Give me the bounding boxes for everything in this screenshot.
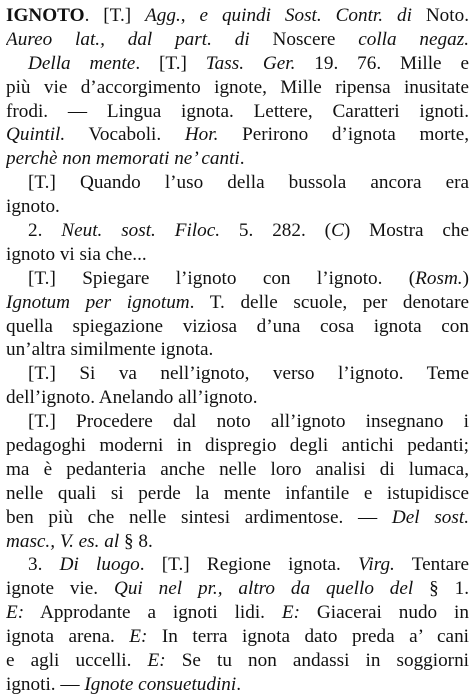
italic-text: Aureo lat., dal part. di xyxy=(6,28,250,50)
text-line xyxy=(6,123,469,147)
italic-text: Qui nel pr., altro da quello del xyxy=(113,578,414,600)
text-line xyxy=(6,338,469,362)
italic-text: colla negaz. xyxy=(358,28,469,50)
italic-text: masc., V. es. al xyxy=(6,530,120,552)
italic-text: Agg. xyxy=(145,5,181,26)
text-segment: Se tu non andassi in soggiorni xyxy=(165,650,469,672)
text-line xyxy=(6,553,469,577)
text-line xyxy=(6,100,469,124)
text-segment: ignoti. — xyxy=(6,673,85,695)
text-segment: [T.] Si va nell’ignoto, verso l’ignoto. Teme xyxy=(28,363,469,385)
text-line xyxy=(6,506,469,530)
text-line xyxy=(6,434,469,458)
italic-text: Rosm. xyxy=(415,267,463,289)
italic-text: Del sost. xyxy=(391,506,469,528)
text-segment: 5. 282. ( xyxy=(220,220,332,242)
text-segment: § 8. xyxy=(119,530,153,552)
text-line xyxy=(6,482,469,506)
text-line xyxy=(6,4,469,28)
text-line xyxy=(6,601,469,625)
italic-text: Di luogo xyxy=(59,554,140,576)
text-segment: ignote vie. xyxy=(6,578,114,600)
text-segment: [T.] Procedere dal noto all’ignoto insegnano i xyxy=(28,411,469,433)
italic-text: E: xyxy=(6,602,25,624)
text-segment: In terra ignota dato preda a’ cani xyxy=(147,626,469,648)
text-segment: . [T.] xyxy=(135,52,206,74)
text-line xyxy=(6,147,469,171)
text-line xyxy=(6,386,469,410)
text-line xyxy=(6,267,469,291)
text-segment: ) xyxy=(462,267,469,289)
text-segment: 2. xyxy=(28,220,62,242)
text-line xyxy=(6,243,469,267)
text-segment: un’altra similmente ignota. xyxy=(6,339,214,361)
text-line xyxy=(6,625,469,649)
text-line xyxy=(6,410,469,434)
text-line xyxy=(6,577,469,601)
text-segment: più vie d’accorgimento ignote, Mille ripensa inusitate xyxy=(6,76,469,98)
text-segment: [T.] Quando l’uso della bussola ancora era xyxy=(28,172,469,194)
italic-text: Contr. di xyxy=(335,5,412,26)
italic-text: Filoc. xyxy=(174,220,221,242)
italic-text: Della mente xyxy=(28,52,136,74)
text-line xyxy=(6,195,469,219)
text-segment: Vocaboli. xyxy=(65,124,185,146)
text-segment: 3. xyxy=(28,554,60,576)
text-segment: ma è pedanteria anche nelle loro analisi di lumaca, xyxy=(6,458,469,480)
dictionary-entry-ignoto xyxy=(6,4,469,697)
text-segment: Approdante a ignoti lidi. xyxy=(24,602,282,624)
text-line xyxy=(6,673,469,697)
text-segment: Noto. xyxy=(411,5,469,26)
text-segment: e agli uccelli. xyxy=(6,650,148,672)
italic-text: e quindi Sost. xyxy=(199,5,322,26)
italic-text: Tass. Ger. xyxy=(205,52,296,74)
text-segment: nelle quali si perde la mente infantile e istupidisce xyxy=(6,482,469,504)
text-segment: Tentare xyxy=(394,554,469,576)
text-segment: ignoto vi sia che... xyxy=(6,243,147,265)
text-segment: ben più che nelle sintesi ardimentose. — xyxy=(6,506,392,528)
text-line xyxy=(6,458,469,482)
italic-text: Virg. xyxy=(358,554,395,576)
text-line xyxy=(6,76,469,100)
text-segment: [T.] Spiegare l’ignoto con l’ignoto. ( xyxy=(28,267,416,289)
text-segment xyxy=(156,220,175,241)
italic-text: E: xyxy=(129,626,148,648)
text-segment: pedagoghi moderni in dispregio degli antichi pedanti; xyxy=(6,435,469,457)
text-line xyxy=(6,52,469,76)
text-line xyxy=(6,649,469,673)
text-segment: . xyxy=(236,673,242,695)
italic-text: E: xyxy=(147,650,166,672)
text-segment: . [T.] Regione ignota. xyxy=(139,554,359,576)
text-segment xyxy=(322,5,336,26)
italic-text: perchè non memorati ne’ canti xyxy=(6,148,240,170)
text-segment: . [T.] xyxy=(84,5,146,26)
text-segment: § 1. xyxy=(413,578,469,600)
text-segment: Giacerai nudo in xyxy=(299,602,469,624)
italic-text: Neut. sost. xyxy=(61,220,156,242)
text-segment: Perirono d’ignota morte, xyxy=(218,124,469,146)
text-segment: 19. 76. Mille e xyxy=(295,52,469,74)
text-segment: frodi. — Lingua ignota. Lettere, Caratteri ignoti. xyxy=(6,100,469,122)
text-segment: . T. delle scuole, per denotare xyxy=(189,291,469,313)
text-line xyxy=(6,171,469,195)
italic-text: Ignotum per ignotum xyxy=(6,291,190,313)
text-segment: ignoto. xyxy=(6,196,60,218)
text-segment: quella spiegazione viziosa d’una cosa ignota con xyxy=(6,315,469,337)
text-line xyxy=(6,362,469,386)
text-segment: Noscere xyxy=(249,28,359,50)
italic-text: E: xyxy=(281,602,300,624)
text-segment: ignota arena. xyxy=(6,626,130,648)
text-segment: . xyxy=(239,148,245,170)
headword: IGNOTO xyxy=(6,5,85,26)
italic-text: Hor. xyxy=(184,124,219,146)
text-line xyxy=(6,315,469,339)
text-line xyxy=(6,530,469,554)
text-line xyxy=(6,219,469,243)
text-segment: dell’ignoto. Anelando all’ignoto. xyxy=(6,387,258,409)
italic-text: Ignote consuetudini xyxy=(84,673,237,695)
text-segment: , xyxy=(180,5,200,26)
italic-text: C xyxy=(331,220,344,242)
italic-text: Quintil. xyxy=(6,124,66,146)
text-line xyxy=(6,28,469,52)
text-segment: ) Mostra che xyxy=(343,220,469,242)
text-line xyxy=(6,291,469,315)
